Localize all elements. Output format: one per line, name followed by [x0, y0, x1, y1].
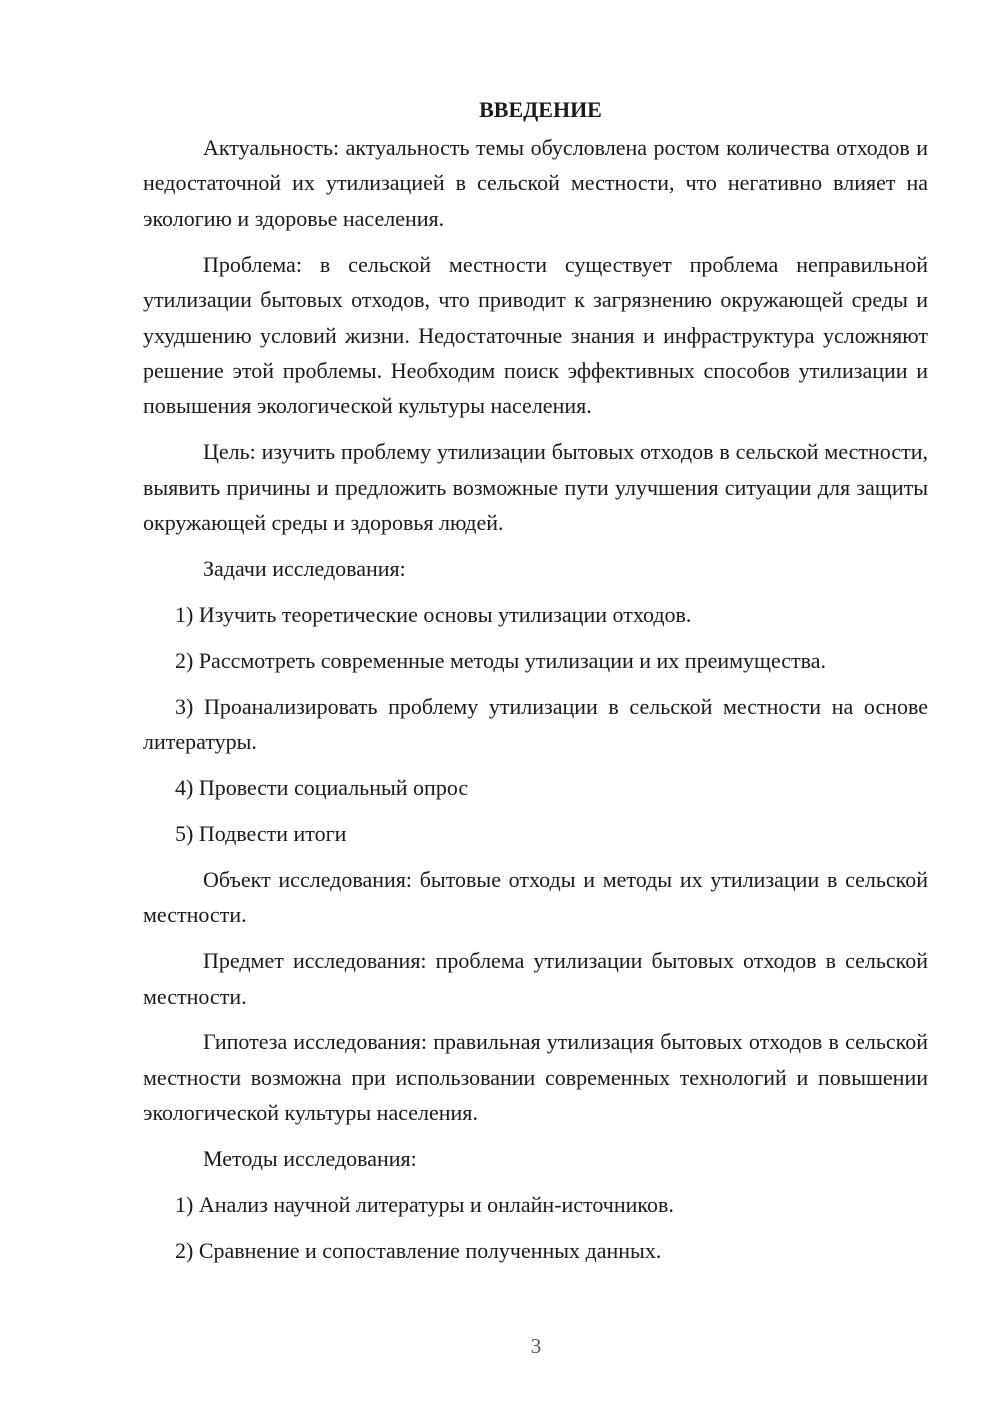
task-item: 1) Изучить теоретические основы утилизации отходов. — [175, 601, 692, 627]
page-number: 3 — [530, 1334, 542, 1358]
goal-paragraph: Цель: изучить проблему утилизации бытовых отходов в сельской местности, выявить причины и предложить возможные пути улучшения ситуации для защиты окружающей среды и здоровья людей. — [143, 439, 928, 536]
object-paragraph: Объект исследования: бытовые отходы и методы их утилизации в сельской местности. — [143, 866, 928, 928]
task-item: 3) Проанализировать проблему утилизации в сельской местности на основе литературы. — [143, 693, 928, 755]
document-page — [143, 92, 928, 1279]
method-item: 2) Сравнение и сопоставление полученных данных. — [175, 1237, 662, 1263]
task-item: 5) Подвести итоги — [175, 820, 347, 846]
method-item: 1) Анализ научной литературы и онлайн-источников. — [175, 1192, 674, 1218]
hypothesis-paragraph: Гипотеза исследования: правильная утилизация бытовых отходов в сельской местности возможна при использовании современных технологий и повышении экологической культуры населения. — [143, 1029, 928, 1126]
task-item: 2) Рассмотреть современные методы утилизации и их преимущества. — [175, 647, 827, 673]
document-title: ВВЕДЕНИЕ — [479, 97, 602, 122]
problem-paragraph: Проблема: в сельской местности существует проблема неправильной утилизации бытовых отходов, что приводит к загрязнению окружающей среды и ухудшению условий жизни. Недостаточные знания и инфраструктура усложняют решение этой проблемы. Необходим поиск эффективных способов утилизации и повышения экологической культуры населения. — [143, 251, 928, 419]
task-item: 4) Провести социальный опрос — [175, 775, 469, 800]
subject-paragraph: Предмет исследования: проблема утилизации бытовых отходов в сельской местности. — [143, 948, 928, 1009]
tasks-heading: Задачи исследования: — [203, 555, 406, 581]
relevance-paragraph: Актуальность: актуальность темы обусловлена ростом количества отходов и недостаточной их утилизацией в сельской местности, что негативно влияет на экологию и здоровье населения. — [143, 135, 928, 231]
methods-heading: Методы исследования: — [203, 1146, 417, 1172]
